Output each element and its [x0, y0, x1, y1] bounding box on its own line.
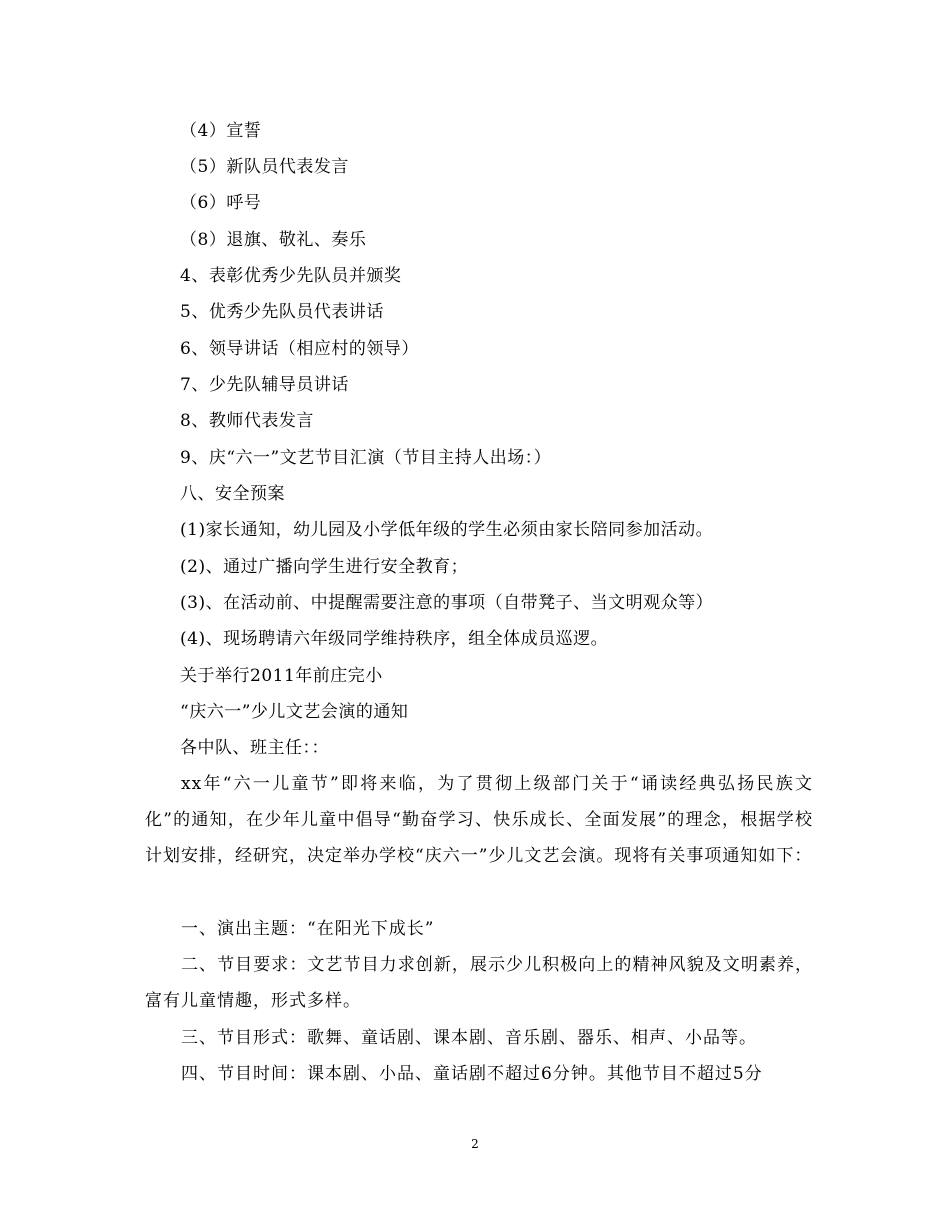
notice-forms-paragraph: 三、节目形式：歌舞、童话剧、课本剧、音乐剧、器乐、相声、小品等。 — [181, 1028, 757, 1048]
safety-item-3: (3)、在活动前、中提醒需要注意的事项（自带凳子、当文明观众等） — [180, 593, 714, 613]
agenda-item-leader-speech: 6、领导讲话（相应村的领导） — [180, 339, 419, 359]
agenda-item-performance: 9、庆“六一”文艺节目汇演（节目主持人出场：） — [180, 448, 552, 468]
agenda-item-excellent-speech: 5、优秀少先队员代表讲话 — [180, 302, 384, 322]
agenda-item-teacher-speech: 8、教师代表发言 — [180, 411, 314, 431]
agenda-item-slogan: （6）呼号 — [180, 193, 262, 213]
safety-item-2: (2)、通过广播向学生进行安全教育； — [180, 557, 469, 577]
safety-item-1: (1)家长通知，幼儿园及小学低年级的学生必须由家长陪同参加活动。 — [180, 520, 714, 540]
notice-theme-paragraph: 一、演出主题：“在阳光下成长” — [181, 919, 435, 939]
section-heading-safety: 八、安全预案 — [180, 484, 285, 504]
notice-title-line-2: “庆六一”少儿文艺会演的通知 — [180, 702, 409, 722]
agenda-item-counselor-speech: 7、少先队辅导员讲话 — [180, 375, 349, 395]
notice-salutation: 各中队、班主任：： — [180, 738, 329, 758]
agenda-item-oath: （4）宣誓 — [180, 121, 262, 141]
notice-requirements-paragraph: 二、节目要求：文艺节目力求创新，展示少儿积极向上的精神风貌及文明素养，富有儿童情趣，形式多样。 — [145, 955, 813, 1012]
page-number: 2 — [471, 1137, 479, 1151]
notice-title-line-1: 关于举行2011年前庄完小 — [180, 666, 383, 686]
agenda-item-award: 4、表彰优秀少先队员并颁奖 — [180, 266, 402, 286]
notice-intro-paragraph: xx年“六一儿童节”即将来临，为了贯彻上级部门关于“诵读经典弘扬民族文化”的通知，在少年儿童中倡导“勤奋学习、快乐成长、全面发展”的理念，根据学校计划安排，经研究，决定举办学校“庆六一”少儿文艺会演。现将有关事项通知如下： — [145, 774, 813, 867]
agenda-item-new-member-speech: （5）新队员代表发言 — [180, 157, 349, 177]
notice-time-paragraph: 四、节目时间：课本剧、小品、童话剧不超过6分钟。其他节目不超过5分 — [181, 1064, 763, 1084]
agenda-item-flag-retire: （8）退旗、敬礼、奏乐 — [180, 230, 367, 250]
safety-item-4: (4)、现场聘请六年级同学维持秩序，组全体成员巡逻。 — [180, 629, 609, 649]
